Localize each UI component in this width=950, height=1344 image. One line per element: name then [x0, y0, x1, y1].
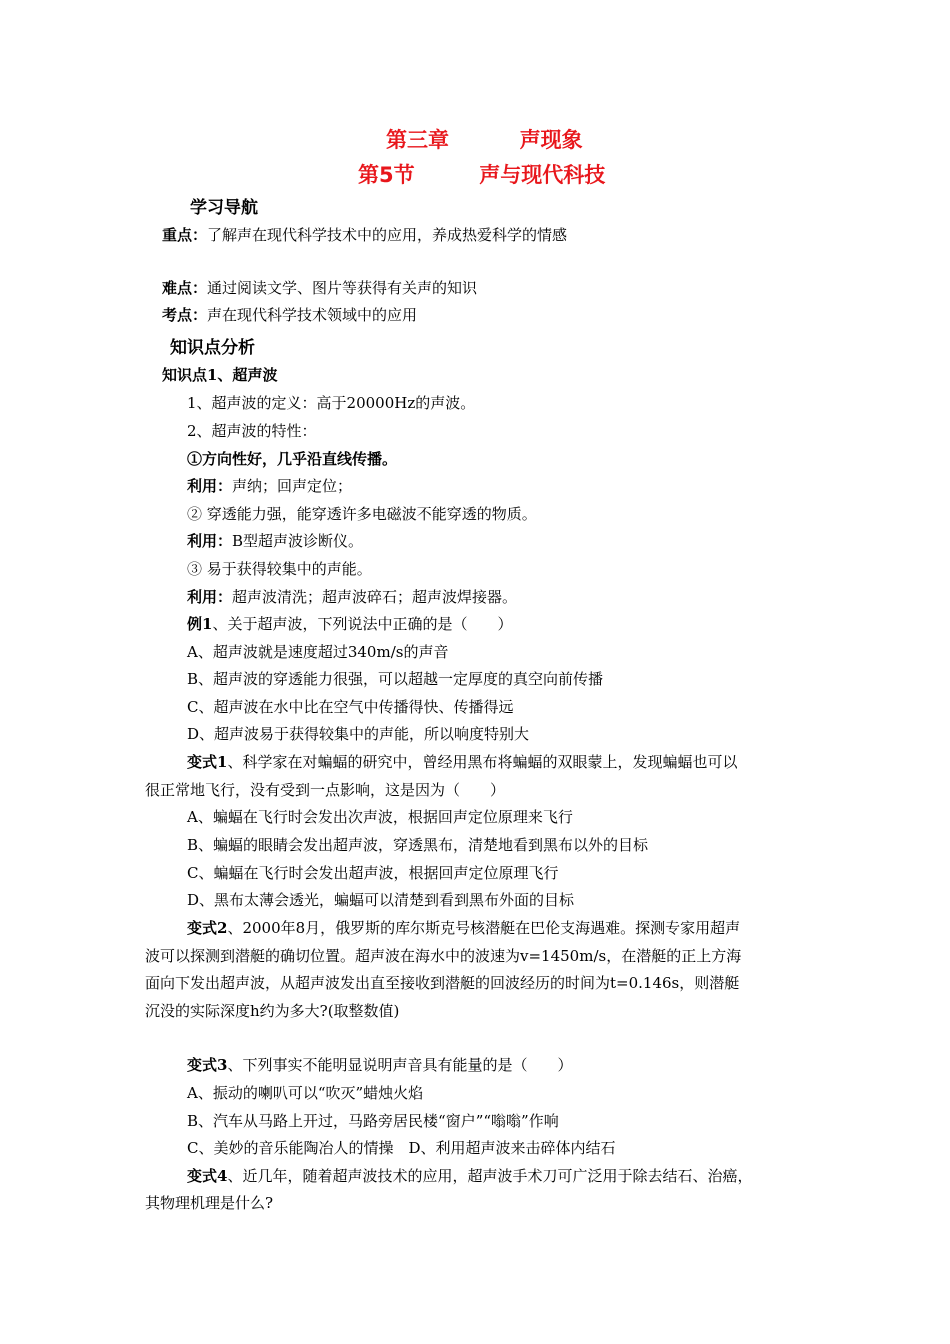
variant-2-line-4: 沉没的实际深度h约为多大?(取整数值): [145, 1002, 400, 1020]
example-1-option-a: A、超声波就是速度超过340m/s的声音: [187, 643, 449, 661]
use-1-text: 声纳；回声定位；: [232, 477, 353, 495]
section-label: 第5节: [358, 163, 415, 187]
variant-1-question: [187, 752, 737, 772]
use-label: 利用：: [187, 532, 233, 550]
focus-line: [162, 225, 567, 245]
variant-3-option-a: A、振动的喇叭可以“吹灭”蜡烛火焰: [187, 1084, 424, 1102]
property-2: ② 穿透能力强，能穿透许多电磁波不能穿透的物质。: [187, 505, 537, 523]
variant-4-question-cont: 其物理机理是什么?: [145, 1194, 274, 1212]
property-3: ③ 易于获得较集中的声能。: [187, 560, 372, 578]
example-1-option-b: B、超声波的穿透能力很强，可以超越一定厚度的真空向前传播: [187, 670, 604, 688]
variant-3-text: 、下列事实不能明显说明声音具有能量的是（ ）: [227, 1056, 573, 1074]
use-3: [187, 587, 517, 607]
example-1-option-d: D、超声波易于获得较集中的声能，所以响度特别大: [187, 725, 530, 743]
variant-4-text: 、近几年，随着超声波技术的应用，超声波手术刀可广泛用于除去结石、治癌，: [227, 1167, 753, 1185]
variant-3-question: [187, 1055, 572, 1075]
properties-line: 2、超声波的特性：: [187, 422, 317, 440]
variant-1-option-b: B、蝙蝠的眼睛会发出超声波，穿透黑布，清楚地看到黑布以外的目标: [187, 836, 649, 854]
difficulty-label: 难点：: [162, 279, 208, 297]
use-3-text: 超声波清洗；超声波碎石；超声波焊接器。: [232, 588, 518, 606]
variant-1-label: 变式1: [187, 753, 228, 771]
use-label: 利用：: [187, 588, 233, 606]
example-1-option-c: C、超声波在水中比在空气中传播得快、传播得远: [187, 698, 514, 716]
section-title: [358, 159, 605, 189]
difficulty-line: [162, 278, 477, 298]
use-2-text: B型超声波诊断仪。: [232, 532, 364, 550]
use-2: [187, 531, 363, 551]
chapter-name: 声现象: [519, 128, 583, 152]
variant-3-label: 变式3: [187, 1056, 228, 1074]
definition-line: 1、超声波的定义：高于20000Hz的声波。: [187, 394, 476, 412]
variant-3-option-cd: C、美妙的音乐能陶冶人的情操 D、利用超声波来击碎体内结石: [187, 1139, 616, 1157]
variant-1-option-d: D、黑布太薄会透光，蝙蝠可以清楚到看到黑布外面的目标: [187, 891, 575, 909]
exam-label: 考点：: [162, 306, 208, 324]
use-1: [187, 476, 352, 496]
chapter-label: 第三章: [386, 128, 449, 152]
focus-text: 了解声在现代科学技术中的应用，养成热爱科学的情感: [207, 226, 568, 244]
variant-1-option-c: C、蝙蝠在飞行时会发出超声波，根据回声定位原理飞行: [187, 864, 559, 882]
example-1-text: 、关于超声波，下列说法中正确的是（ ）: [212, 615, 513, 633]
variant-1-question-cont: 很正常地飞行，没有受到一点影响，这是因为（ ）: [145, 781, 506, 799]
variant-1-option-a: A、蝙蝠在飞行时会发出次声波，根据回声定位原理来飞行: [187, 808, 573, 826]
variant-1-text: 、科学家在对蝙蝠的研究中，曾经用黑布将蝙蝠的双眼蒙上，发现蝙蝠也可以: [227, 753, 738, 771]
difficulty-text: 通过阅读文学、图片等获得有关声的知识: [207, 279, 478, 297]
variant-2-label: 变式2: [187, 919, 228, 937]
variant-4-question: [187, 1166, 752, 1186]
example-1-label: 例1: [187, 615, 213, 633]
knowledge-point-1: 知识点1、超声波: [162, 366, 278, 384]
guide-heading: 学习导航: [190, 198, 258, 218]
example-1-question: [187, 614, 512, 634]
use-label: 利用：: [187, 477, 233, 495]
chapter-title: [386, 124, 583, 154]
variant-2-text: 、2000年8月，俄罗斯的库尔斯克号核潜艇在巴伦支海遇难。探测专家用超声: [227, 919, 741, 937]
variant-3-option-b: B、汽车从马路上开过，马路旁居民楼“窗户”“嗡嗡”作响: [187, 1112, 559, 1130]
section-name: 声与现代科技: [479, 163, 606, 187]
exam-line: [162, 305, 417, 325]
variant-4-label: 变式4: [187, 1167, 228, 1185]
property-1: ①方向性好，几乎沿直线传播。: [187, 450, 398, 468]
variant-2-question: [187, 918, 740, 938]
variant-2-line-2: 波可以探测到潜艇的确切位置。超声波在海水中的波速为v=1450m/s，在潜艇的正上方海: [145, 947, 742, 965]
analysis-heading: 知识点分析: [170, 338, 255, 358]
exam-text: 声在现代科学技术领域中的应用: [207, 306, 418, 324]
focus-label: 重点：: [162, 226, 208, 244]
variant-2-line-3: 面向下发出超声波，从超声波发出直至接收到潜艇的回波经历的时间为t=0.146s，则潜艇: [145, 974, 740, 992]
